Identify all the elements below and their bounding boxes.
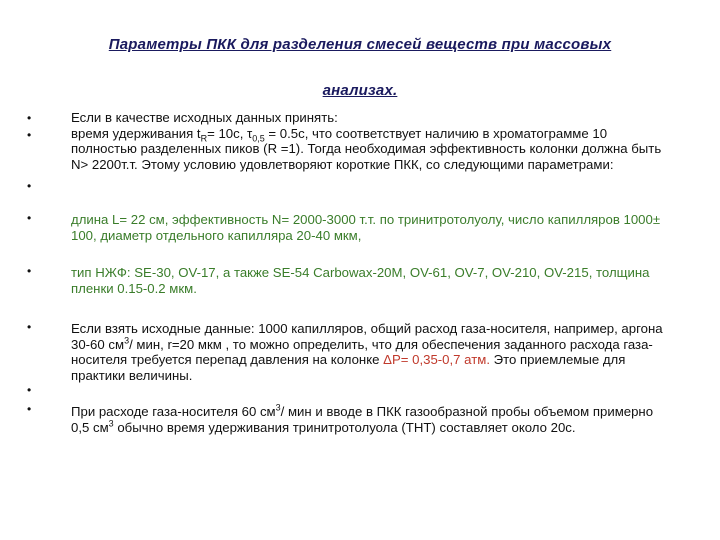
paragraph-pressure xyxy=(71,321,671,383)
text-fragment: время удерживания t xyxy=(71,125,201,141)
page-title-line2: анализах. xyxy=(322,82,398,99)
bullet-5: • xyxy=(27,264,32,278)
text-fragment: = 10с, τ xyxy=(207,125,253,141)
bullet-7: • xyxy=(27,383,32,397)
page-title-line1: Параметры ПКК для разделения смесей веществ при массовых xyxy=(108,36,612,53)
text-fragment: обычно время удерживания тринитротолуола (ТНТ) составляет около 20с. xyxy=(113,419,576,435)
bullet-8: • xyxy=(27,402,32,416)
text-fragment: = 0.5с, что соответствует наличию в хроматограмме 10 полностью разделенных пиков (R =1). Тогда необходимая эффективность колонки должна быть xyxy=(71,125,662,156)
pressure-value: ΔP= 0,35-0,7 атм. xyxy=(383,352,490,367)
paragraph-retention xyxy=(71,404,671,435)
superscript: 3 xyxy=(124,335,130,346)
bullet-6: • xyxy=(27,320,32,334)
text-fragment: При расходе газа-носителя 60 см xyxy=(71,404,276,419)
text-fragment: Это приемлемые для практики величины. xyxy=(71,352,626,383)
bullet-3: • xyxy=(27,179,32,193)
paragraph-intro xyxy=(71,110,671,172)
paragraph-column-params: длина L= 22 см, эффективность N= 2000-3000 т.т. по тринитротолуолу, число капилляров 1000± 100, диаметр отдельного капилляра 20-40 мкм, xyxy=(71,212,661,243)
superscript: 3 xyxy=(275,402,281,413)
intro-line: Если в качестве исходных данных принять: xyxy=(71,110,338,125)
text-fragment: Если взять исходные данные: 1000 капилляров, общий расход газа-носителя, например, аргона 30-60 см xyxy=(71,321,663,352)
text-fragment: / мин, r=20 мкм , то можно определить, что для обеспечения заданного расхода газа-носителя требуется перепад давления на колонке xyxy=(71,336,653,367)
bullet-4: • xyxy=(27,211,32,225)
paragraph-phase-type: тип НЖФ: SE-30, OV-17, а также SE-54 Carbowax-20M, OV-61, OV-7, OV-210, OV-215, толщина пленки 0.15-0.2 мкм. xyxy=(71,265,650,296)
subscript: 0,5 xyxy=(252,133,265,144)
text-fragment: / мин и вводе в ПКК газообразной пробы объемом примерно 0,5 см xyxy=(71,404,654,435)
efficiency-text: N> 2200т.т. Этому условию удовлетворяют короткие ПКК, со следующими параметрами: xyxy=(71,156,614,172)
subscript: R xyxy=(200,133,208,144)
bullet-1: • xyxy=(27,111,32,125)
superscript: 3 xyxy=(108,418,114,429)
retention-time-text xyxy=(71,126,671,157)
bullet-2: • xyxy=(27,128,32,142)
